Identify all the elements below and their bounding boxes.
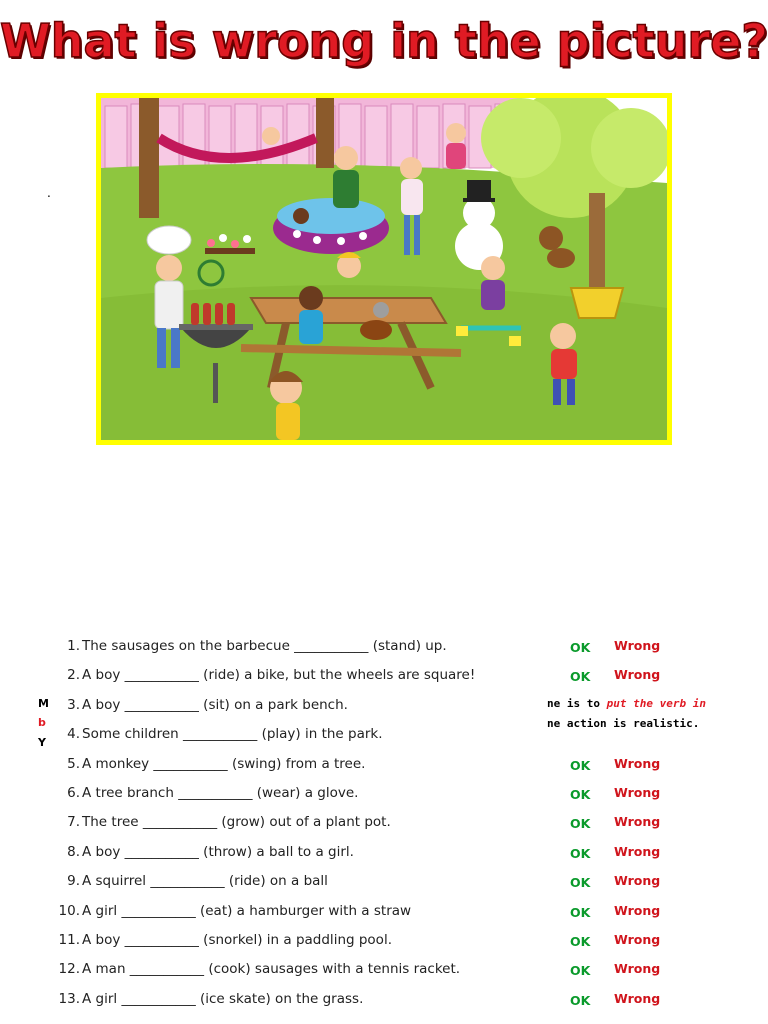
park-illustration — [96, 93, 672, 445]
ok-option[interactable]: OK — [570, 845, 591, 861]
sentence-number: 6. — [67, 784, 80, 801]
ok-option[interactable]: OK — [570, 640, 591, 655]
sentence-item — [56, 779, 556, 808]
sentence-item — [56, 955, 556, 984]
girl-at-table — [337, 252, 361, 278]
sentence-text: The tree ___________ (grow) out of a plant pot. — [82, 814, 391, 831]
sentence-item — [56, 691, 556, 720]
man-green-suit — [333, 146, 359, 208]
sentence-item — [56, 867, 556, 896]
sentence-text: A man ___________ (cook) sausages with a tennis racket. — [82, 961, 461, 978]
answer-row — [568, 957, 688, 986]
covered-text-right-1-emph: put the verb in — [606, 697, 706, 710]
sentence-text: Some children ___________ (play) in the park. — [82, 726, 383, 743]
tree-trunk-left — [139, 98, 159, 218]
sentence-item — [56, 985, 556, 1014]
ice-skate-girl — [446, 123, 466, 169]
sentence-number: 4. — [67, 726, 80, 743]
answer-row — [568, 752, 688, 781]
sentence-item — [56, 926, 556, 955]
ok-option[interactable]: OK — [570, 992, 591, 1008]
sentence-number: 13. — [58, 990, 80, 1007]
wrong-option[interactable]: Wrong — [614, 638, 661, 653]
wrong-option[interactable]: Wrong — [614, 902, 661, 918]
stray-dot: . — [47, 186, 51, 200]
answer-row — [568, 722, 688, 751]
answer-row — [568, 928, 688, 957]
sentence-item — [56, 897, 556, 926]
wrong-option[interactable]: Wrong — [614, 961, 661, 977]
boy-with-ball — [299, 286, 323, 344]
sentence-text: A tree branch ___________ (wear) a glove. — [82, 784, 359, 801]
ok-option[interactable]: OK — [570, 757, 591, 773]
page-title: What is wrong in the picture? — [0, 14, 768, 68]
tree-trunk-mid — [316, 98, 334, 168]
wrong-option[interactable]: Wrong — [614, 784, 661, 800]
ok-option[interactable]: OK — [570, 816, 591, 832]
sentence-text: The sausages on the barbecue ___________ (stand) up. — [82, 638, 447, 654]
paddling-pool — [273, 198, 389, 254]
covered-text-left-3: Y — [38, 736, 46, 749]
sentence-text: A girl ___________ (ice skate) on the grass. — [82, 990, 364, 1007]
ok-option[interactable]: OK — [570, 963, 591, 979]
wrong-option[interactable]: Wrong — [614, 843, 661, 859]
sentence-text: A boy ___________ (ride) a bike, but the wheels are square! — [82, 667, 476, 684]
ok-option[interactable]: OK — [570, 875, 591, 891]
sentence-text: A monkey ___________ (swing) from a tree. — [82, 755, 366, 772]
wrong-option[interactable]: Wrong — [614, 931, 661, 947]
answer-column — [568, 634, 688, 1016]
answer-row — [568, 634, 688, 663]
sentence-number: 5. — [67, 755, 80, 772]
sentence-item — [56, 720, 556, 749]
wrong-option[interactable]: Wrong — [614, 667, 661, 683]
sentence-text: A boy ___________ (snorkel) in a paddling pool. — [82, 931, 392, 948]
ok-option[interactable]: OK — [570, 669, 591, 685]
sentence-number: 3. — [67, 696, 80, 713]
answer-row — [568, 840, 688, 869]
sentence-item — [56, 661, 556, 690]
answer-row — [568, 810, 688, 839]
ok-option[interactable]: OK — [570, 904, 591, 920]
answer-row — [568, 693, 688, 722]
covered-text-right-2: ne action is realistic. — [547, 717, 700, 730]
sentence-number: 9. — [67, 873, 80, 890]
wrong-option[interactable]: Wrong — [614, 755, 661, 771]
sentence-text: A squirrel ___________ (ride) on a ball — [82, 873, 328, 890]
answer-row — [568, 869, 688, 898]
sentence-list — [56, 632, 556, 1014]
wrong-option[interactable]: Wrong — [614, 873, 661, 889]
wrong-option[interactable]: Wrong — [614, 814, 661, 830]
hammock-man-head — [262, 127, 280, 145]
answer-row — [568, 899, 688, 928]
sentence-item — [56, 808, 556, 837]
sentence-item — [56, 838, 556, 867]
covered-text-right-1-prefix: ne is to — [547, 697, 607, 710]
sentence-number: 11. — [58, 931, 80, 948]
sentence-number: 7. — [67, 814, 80, 831]
sentence-number: 2. — [67, 667, 80, 684]
covered-text-left-2: b — [38, 716, 46, 729]
park-scene-svg — [101, 98, 667, 440]
answer-row — [568, 987, 688, 1016]
sentence-text: A girl ___________ (eat) a hamburger with a straw — [82, 902, 412, 919]
ok-option[interactable]: OK — [570, 933, 591, 949]
answer-row — [568, 663, 688, 692]
sentence-number: 10. — [58, 902, 80, 919]
sentence-item — [56, 750, 556, 779]
sentence-item — [56, 632, 556, 661]
sentence-number: 12. — [58, 961, 80, 978]
sentence-number: 8. — [67, 843, 80, 860]
sentence-text: A boy ___________ (sit) on a park bench. — [82, 696, 348, 713]
wrong-option[interactable]: Wrong — [614, 990, 661, 1006]
sentence-number: 1. — [67, 638, 80, 654]
sentence-text: A boy ___________ (throw) a ball to a girl. — [82, 843, 354, 860]
ok-option[interactable]: OK — [570, 786, 591, 802]
covered-text-left-1: M — [38, 697, 49, 710]
answer-row — [568, 781, 688, 810]
